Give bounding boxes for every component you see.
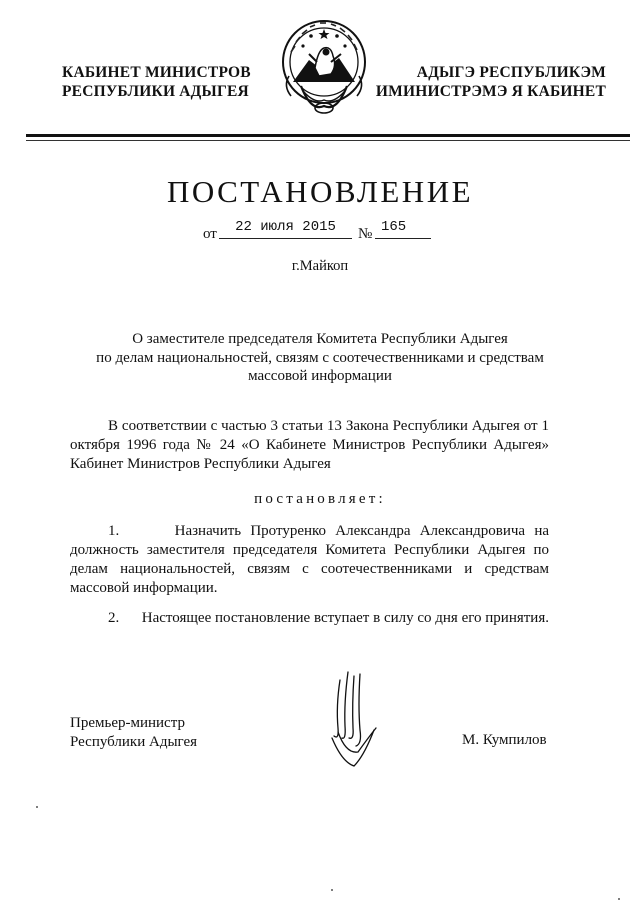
header-divider-thick — [26, 134, 630, 137]
scan-speck — [331, 889, 333, 891]
issuer-name-russian — [62, 63, 251, 101]
subject-line-2: по делам национальностей, связям с соотечественниками и средствам — [96, 349, 544, 366]
scan-speck — [36, 806, 38, 808]
document-number: 165 — [381, 219, 407, 235]
city: г.Майкоп — [291, 258, 349, 274]
issuer-line-2: РЕСПУБЛИКИ АДЫГЕЯ — [62, 83, 249, 100]
resolves-heading: постановляет: — [254, 491, 386, 507]
signer-name: М. Кумпилов — [462, 732, 547, 748]
resolution-item-2: 2. Настоящее постановление вступает в силу со дня его принятия. — [108, 610, 549, 626]
issuer-name-adyghe — [376, 63, 606, 101]
document-date: 22 июля 2015 — [235, 219, 336, 235]
header-divider-thin — [26, 140, 630, 141]
number-underline — [375, 238, 431, 239]
coat-of-arms-icon — [271, 16, 377, 120]
signer-position — [70, 714, 197, 751]
date-prefix: от — [203, 226, 217, 242]
issuer-line-1: КАБИНЕТ МИНИСТРОВ — [62, 64, 251, 81]
scan-speck — [618, 898, 620, 900]
signer-position-line-2: Республики Адыгея — [70, 733, 198, 750]
document-title: ПОСТАНОВЛЕНИЕ — [166, 174, 474, 209]
signer-position-line-1: Премьер-министр — [70, 715, 185, 731]
date-underline — [219, 238, 352, 239]
issuer-line-adyghe-1: АДЫГЭ РЕСПУБЛИКЭМ — [416, 64, 606, 81]
preamble-paragraph: В соответствии с частью 3 статьи 13 Закона Республики Адыгея от 1 октября 1996 года № 24 «О Кабинете Министров Республики Адыгея» Кабинет Министров Республики Адыгея — [70, 418, 549, 472]
document-subject — [70, 330, 570, 386]
issuer-line-adyghe-2: ИМИНИСТРЭМЭ Я КАБИНЕТ — [375, 83, 606, 100]
resolution-item-1: 1. Назначить Протуренко Александра Александровича на должность заместителя председателя Комитета Республики Адыгея по делам национальностей, связям с соотечественниками и средствам массовой информации. — [70, 523, 549, 596]
subject-line-1: О заместителе председателя Комитета Республики Адыгея — [132, 331, 508, 347]
number-prefix: № — [358, 226, 373, 242]
signature-icon — [318, 666, 388, 770]
subject-line-3: массовой информации — [248, 368, 392, 384]
